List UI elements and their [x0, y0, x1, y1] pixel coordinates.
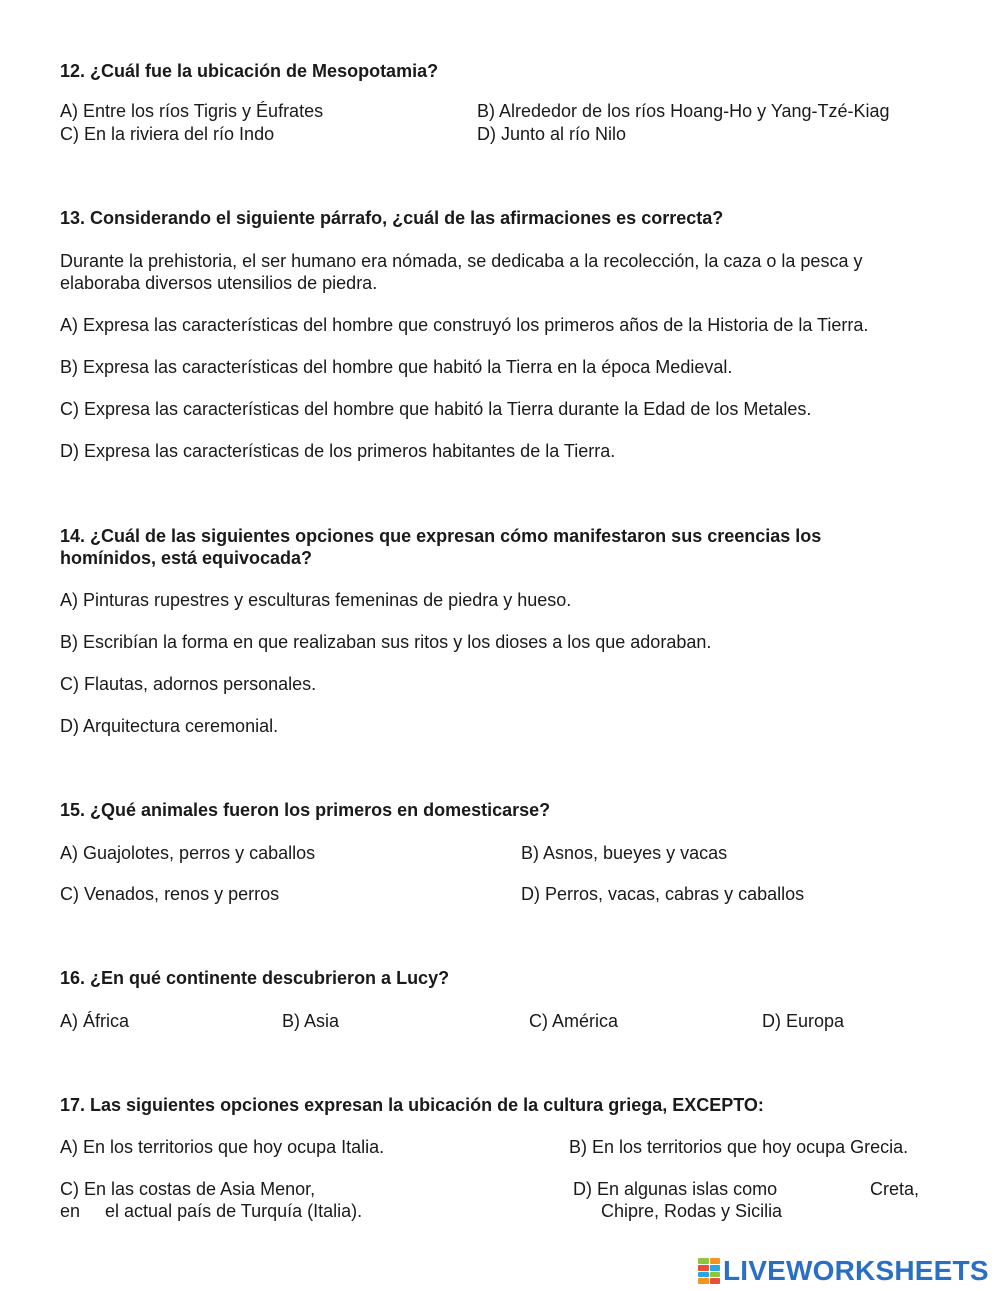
question-17: 17. Las siguientes opciones expresan la ubicación de la cultura griega, EXCEPTO: [60, 1095, 764, 1115]
q14-option-d[interactable]: D) Arquitectura ceremonial. [60, 716, 279, 736]
q17-option-c-line-2[interactable]: en el actual país de Turquía (Italia). [60, 1201, 363, 1221]
q13-option-c[interactable]: C) Expresa las características del hombre que habitó la Tierra durante la Edad de los Metales. [60, 399, 812, 419]
q14-option-a[interactable]: A) Pinturas rupestres y esculturas femeninas de piedra y hueso. [60, 590, 572, 610]
q13-paragraph-line-1: Durante la prehistoria, el ser humano era nómada, se dedicaba a la recolección, la caza o la pesca y [60, 251, 863, 271]
q13-paragraph-line-2: elaboraba diversos utensilios de piedra. [60, 273, 378, 293]
liveworksheets-brand-text: LIVEWORKSHEETS [723, 1255, 989, 1286]
q16-option-a[interactable]: A) África [60, 1011, 130, 1031]
q12-option-a[interactable]: A) Entre los ríos Tigris y Éufrates [60, 101, 324, 121]
q17-option-d-line-2[interactable]: Chipre, Rodas y Sicilia [601, 1201, 783, 1221]
q17-option-a[interactable]: A) En los territorios que hoy ocupa Italia. [60, 1137, 385, 1157]
q13-option-a[interactable]: A) Expresa las características del hombre que construyó los primeros años de la Historia de la Tierra. [60, 315, 869, 335]
question-14-line-1: 14. ¿Cuál de las siguientes opciones que expresan cómo manifestaron sus creencias los [60, 526, 822, 546]
question-16: 16. ¿En qué continente descubrieron a Lucy? [60, 968, 450, 988]
q15-option-d[interactable]: D) Perros, vacas, cabras y caballos [521, 884, 805, 904]
q16-option-b[interactable]: B) Asia [282, 1011, 340, 1031]
q12-option-b[interactable]: B) Alrededor de los ríos Hoang-Ho y Yang-Tzé-Kiag [477, 101, 890, 121]
q15-option-b[interactable]: B) Asnos, bueyes y vacas [521, 843, 728, 863]
q15-option-c[interactable]: C) Venados, renos y perros [60, 884, 280, 904]
question-15: 15. ¿Qué animales fueron los primeros en domesticarse? [60, 800, 551, 820]
q15-option-a[interactable]: A) Guajolotes, perros y caballos [60, 843, 316, 863]
q17-option-b[interactable]: B) En los territorios que hoy ocupa Grecia. [569, 1137, 909, 1157]
question-13: 13. Considerando el siguiente párrafo, ¿cuál de las afirmaciones es correcta? [60, 208, 724, 228]
q14-option-c[interactable]: C) Flautas, adornos personales. [60, 674, 317, 694]
liveworksheets-logo-icon [698, 1258, 720, 1284]
q12-option-c[interactable]: C) En la riviera del río Indo [60, 124, 275, 144]
q14-option-b[interactable]: B) Escribían la forma en que realizaban sus ritos y los dioses a los que adoraban. [60, 632, 712, 652]
question-14-line-2: homínidos, está equivocada? [60, 548, 313, 568]
q17-option-d-line-1[interactable]: D) En algunas islas como [573, 1179, 778, 1199]
q13-option-d[interactable]: D) Expresa las características de los primeros habitantes de la Tierra. [60, 441, 616, 461]
question-12: 12. ¿Cuál fue la ubicación de Mesopotamia? [60, 61, 439, 81]
q17-option-d-line-1-end[interactable]: Creta, [870, 1179, 920, 1199]
liveworksheets-logo [698, 1256, 989, 1286]
q13-option-b[interactable]: B) Expresa las características del hombre que habitó la Tierra en la época Medieval. [60, 357, 733, 377]
q16-option-d[interactable]: D) Europa [762, 1011, 845, 1031]
q16-option-c[interactable]: C) América [529, 1011, 619, 1031]
q12-option-d[interactable]: D) Junto al río Nilo [477, 124, 627, 144]
q17-option-c-line-1[interactable]: C) En las costas de Asia Menor, [60, 1179, 316, 1199]
